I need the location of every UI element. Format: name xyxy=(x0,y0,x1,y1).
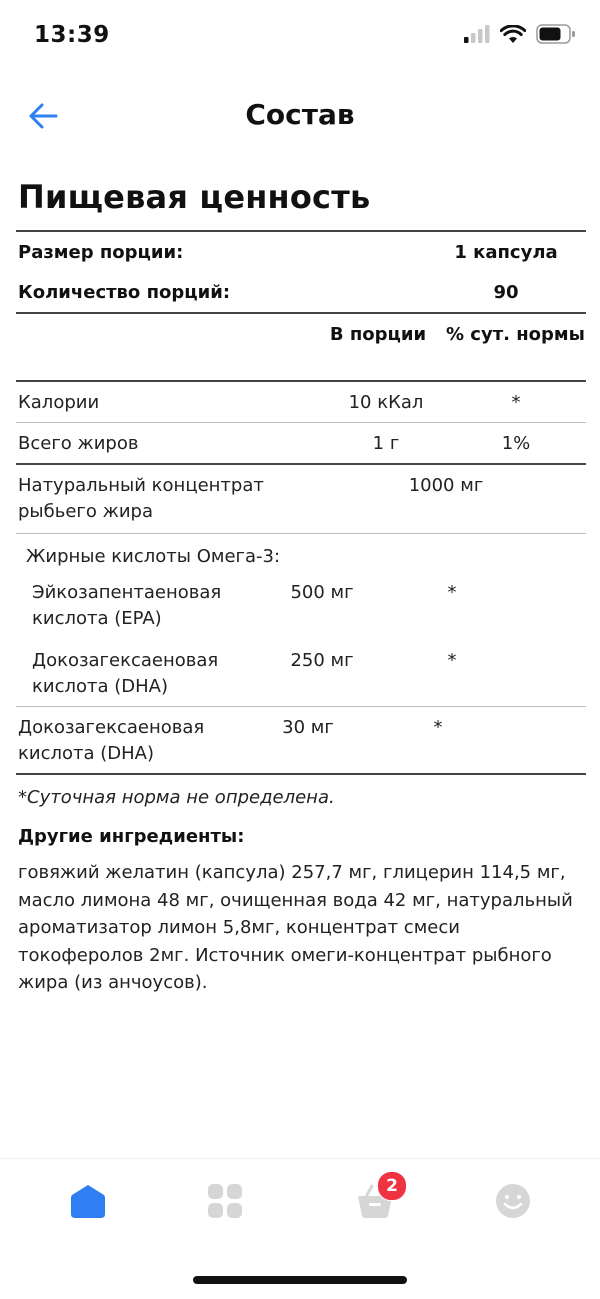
tab-catalog[interactable] xyxy=(205,1181,245,1221)
battery-icon xyxy=(536,24,576,44)
col-daily-value: % сут. нормы xyxy=(446,324,585,345)
nutrient-value: 1 г xyxy=(372,433,400,454)
divider xyxy=(16,773,586,775)
nutrient-name: Жирные кислоты Омега-3: xyxy=(26,546,281,567)
home-indicator xyxy=(193,1276,407,1284)
serving-size-label: Размер порции: xyxy=(18,241,184,263)
column-headers xyxy=(16,314,586,380)
nutrient-name: Натуральный концентрат рыбьего жира xyxy=(18,475,264,522)
nav-header xyxy=(0,86,600,146)
nutrient-row xyxy=(16,707,586,773)
cart-badge: 2 xyxy=(377,1171,407,1201)
home-icon[interactable] xyxy=(68,1181,108,1221)
nutrient-dv: * xyxy=(447,650,457,671)
nutrient-value: 250 мг xyxy=(290,650,354,671)
nutrient-name: Калории xyxy=(18,392,100,413)
nutrient-value: 10 кКал xyxy=(348,392,424,413)
serving-size-value: 1 капсула xyxy=(454,241,558,263)
servings-count-row xyxy=(16,272,586,312)
status-bar xyxy=(0,0,600,70)
servings-count-value: 90 xyxy=(493,281,519,303)
nutrition-facts xyxy=(16,178,586,997)
tab-profile[interactable] xyxy=(493,1181,533,1221)
tab-home[interactable] xyxy=(68,1181,108,1221)
nutrient-dv: * xyxy=(433,717,443,738)
nutrient-dv: * xyxy=(447,582,457,603)
nutrient-group-label xyxy=(16,534,586,574)
nutrient-value: 500 мг xyxy=(290,582,354,603)
nutrient-row xyxy=(16,465,586,533)
nutrient-dv: 1% xyxy=(501,433,531,454)
tab-cart[interactable] xyxy=(355,1176,398,1221)
other-ingredients-text: говяжий желатин (капсула) 257,7 мг, глицерин 114,5 мг, масло лимона 48 мг, очищенная вода 42 мг, натуральный ароматизатор лимон 5,8мг, концентрат смеси токоферолов 2мг. Источник омеги-концентрат рыбного жира (из анчоусов). xyxy=(18,862,573,993)
wifi-icon xyxy=(500,25,526,44)
status-icons xyxy=(464,24,576,44)
nutrient-dv: * xyxy=(511,392,521,413)
nutrient-row xyxy=(16,636,586,706)
serving-size-row xyxy=(16,232,586,272)
catalog-grid-icon[interactable] xyxy=(205,1181,245,1221)
status-time: 13:39 xyxy=(34,22,110,48)
servings-count-label: Количество порций: xyxy=(18,281,231,303)
footnote: *Суточная норма не определена. xyxy=(18,787,335,808)
nutrient-value: 30 мг xyxy=(282,717,334,738)
nutrient-row xyxy=(16,423,586,463)
nutrient-name: Всего жиров xyxy=(18,433,139,454)
other-ingredients-title: Другие ингредиенты: xyxy=(18,826,245,847)
col-per-serving: В порции xyxy=(329,324,427,345)
nutrient-row xyxy=(16,382,586,422)
nutrient-name: Докозагексаеновая кислота (DHA) xyxy=(18,717,205,764)
section-title: Пищевая ценность xyxy=(18,178,371,216)
nutrient-row xyxy=(16,574,586,636)
nutrient-value: 1000 мг xyxy=(408,475,484,496)
page-title: Состав xyxy=(245,98,355,131)
profile-smiley-icon[interactable] xyxy=(493,1181,533,1221)
cellular-signal-icon xyxy=(464,25,490,43)
nutrient-name: Докозагексаеновая кислота (DHA) xyxy=(32,650,219,697)
nutrient-name: Эйкозапентаеновая кислота (EPA) xyxy=(32,582,222,629)
